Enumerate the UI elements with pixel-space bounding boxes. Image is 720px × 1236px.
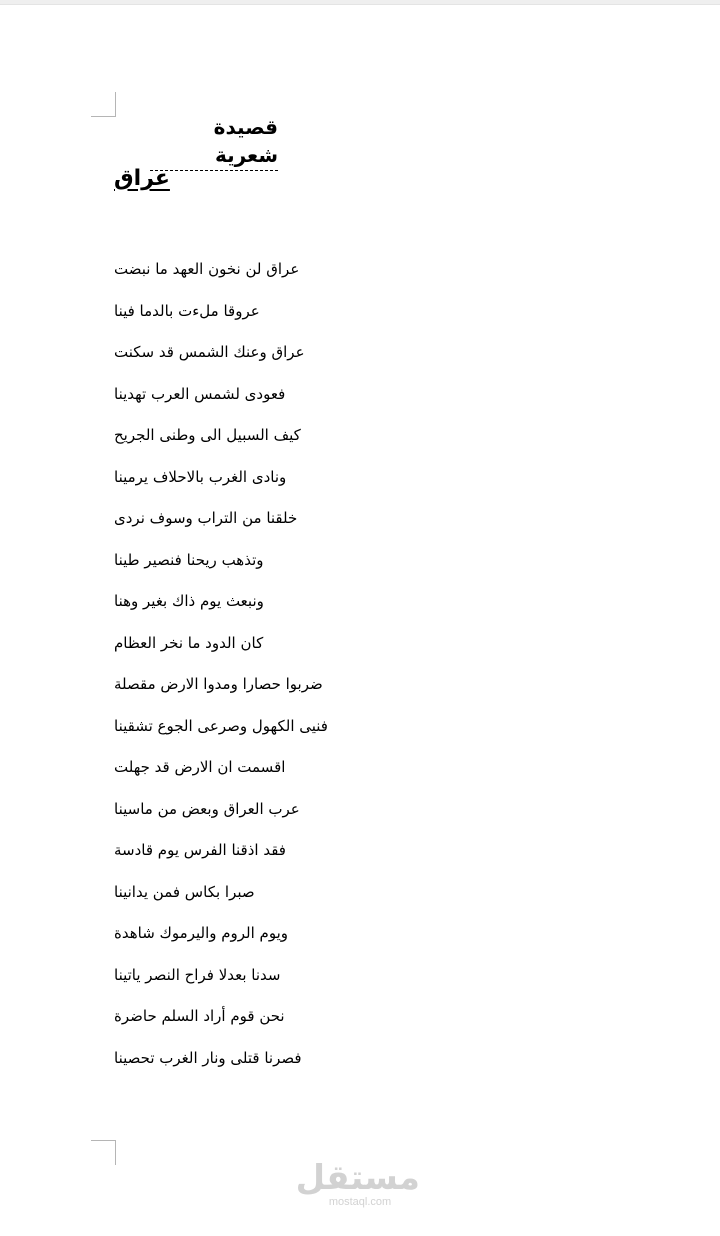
margin-corner-mark-bottom (91, 1140, 116, 1165)
poem-line: سدنا بعدلا فراح النصر ياتينا (114, 965, 281, 984)
poem-line: ونبعث يوم ذاك بغير وهنا (114, 592, 264, 610)
poem-line: عراق لن نخون العهد ما نبضت (114, 260, 300, 278)
poem-line: فقد اذقنا الفرس يوم قادسة (114, 841, 286, 859)
watermark-logo-text: مستقل (295, 1158, 420, 1198)
poem-line: فعودى لشمس العرب تهدينا (114, 384, 286, 403)
poem-line: عراق وعنك الشمس قد سكنت (114, 343, 305, 361)
poem-line: ضربوا حصارا ومدوا الارض مقصلة (114, 675, 323, 693)
poem-lines (114, 254, 414, 1084)
poem-line: اقسمت ان الارض قد جهلت (114, 758, 286, 776)
poem-line: كيف السبيل الى وطنى الجريح (114, 426, 301, 444)
top-page-edge (0, 0, 720, 5)
poem-line: خلقنا من التراب وسوف نردى (114, 509, 298, 527)
document-subtitle: عراق (114, 166, 170, 191)
poem-line: عرب العراق وبعض من ماسينا (114, 799, 300, 818)
document-title: قصيدة شعرية (150, 113, 278, 171)
poem-line: فصرنا قتلى ونار الغرب تحصينا (114, 1048, 302, 1067)
poem-line: نحن قوم أراد السلم حاضرة (114, 1007, 285, 1025)
poem-line: ويوم الروم واليرموك شاهدة (114, 924, 289, 942)
poem-line: صبرا بكاس فمن يدانينا (114, 882, 255, 901)
poem-line: عروقا ملءت بالدما فينا (114, 301, 260, 320)
poem-line: وتذهب ريحنا فنصير طينا (114, 550, 264, 569)
poem-line: ونادى الغرب بالاحلاف يرمينا (114, 467, 287, 486)
poem-line: فنيى الكهول وصرعى الجوع تشقينا (114, 716, 328, 735)
watermark-url: mostaql.com (328, 1196, 392, 1208)
mostaql-watermark (295, 1158, 420, 1208)
poem-line: كان الدود ما نخر العظام (114, 633, 264, 652)
margin-corner-mark-top (91, 92, 116, 117)
